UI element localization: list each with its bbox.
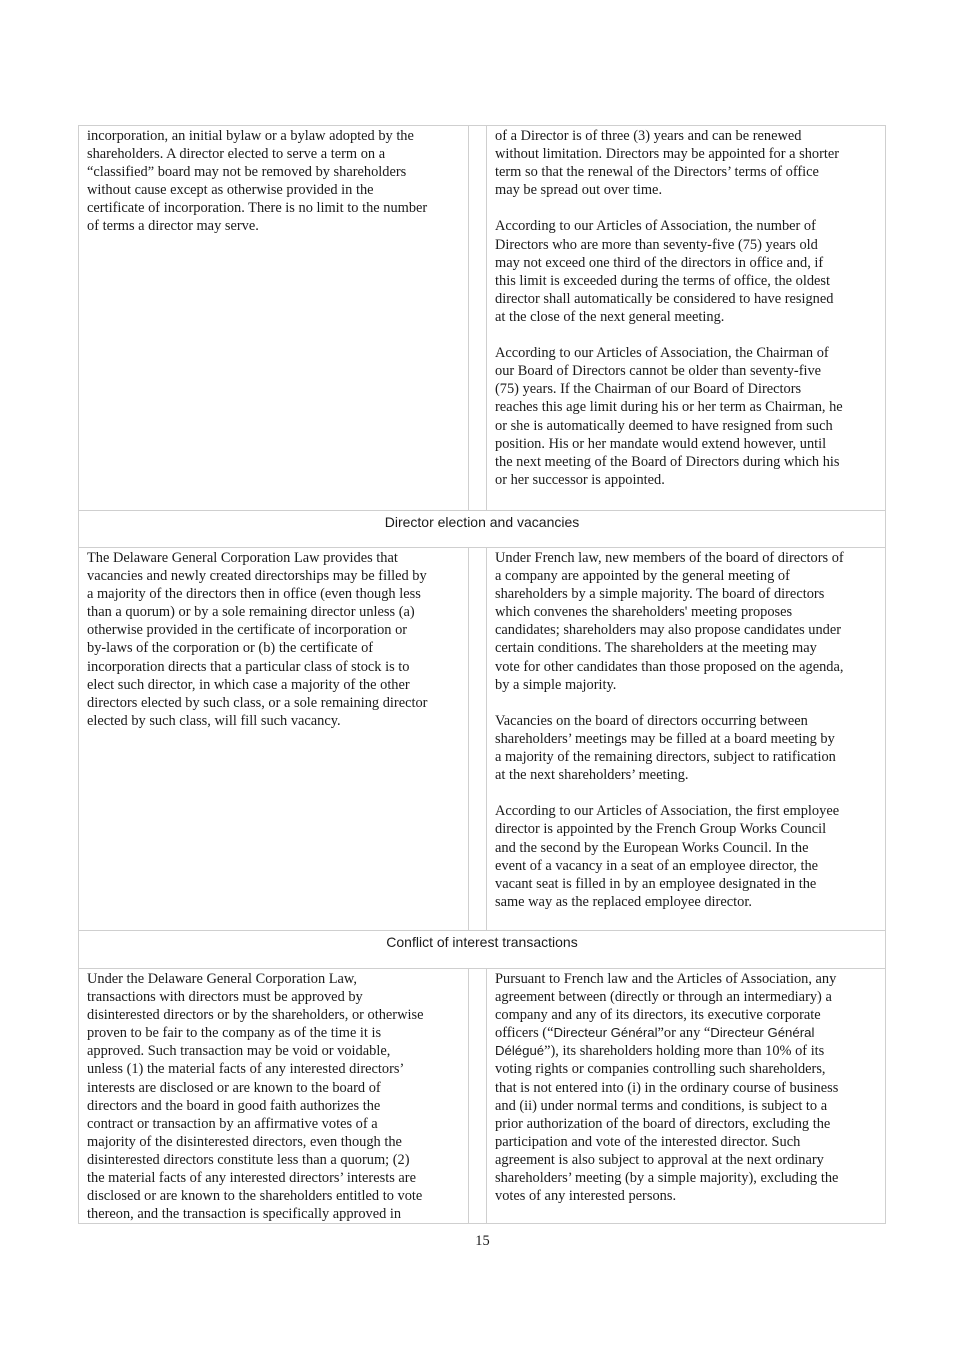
paragraph: of a Director is of three (3) years and can be renewed without limitation. Directors may be appointed for a shorter term so that the renewal of the Directors’ terms of office may be spread out over time. <box>495 128 840 199</box>
comparison-table <box>78 125 886 1224</box>
table-row <box>79 548 885 931</box>
section-heading: Director election and vacancies <box>384 514 580 530</box>
paragraph: incorporation, an initial bylaw or a bylaw adopted by the shareholders. A director elected to serve a term on a “classified” board may not be removed by shareholders without cause except as otherwise provided in the certificate of incorporation. There is no limit to the number of terms a director may serve. <box>87 128 428 235</box>
page-number: 15 <box>475 1233 490 1249</box>
section-heading-row <box>79 931 885 969</box>
paragraph: According to our Articles of Association, the number of Directors who are more than seventy-five (75) years old may not exceed one third of the directors in office and, if this limit is exceeded during the terms of office, the oldest director shall automatically be considered to have resigned at the close of the next general meeting. <box>495 218 834 325</box>
table-row <box>79 969 885 1223</box>
text-run: ”or any “ <box>657 1025 711 1042</box>
paragraph: The Delaware General Corporation Law provides that vacancies and newly created directorships may be filled by a majority of the directors then in office (even though less than a quorum) or by a sole remaining director unless (a) otherwise provided in the certificate of incorporation or by-laws of the corporation or (b) the certificate of incorporation directs that a particular class of stock is to elect such director, in which case a majority of the other directors elected by such class, or a sole remaining director elected by such class, will fill such vacancy. <box>87 550 428 729</box>
paragraph: Vacancies on the board of directors occurring between shareholders’ meetings may be filled at a board meeting by a majority of the remaining directors, subject to ratification at the next shareholders’ meeting. <box>495 712 836 784</box>
paragraph: According to our Articles of Association, the Chairman of our Board of Directors cannot be older than seventy-five (75) years. If the Chairman of our Board of Directors reaches this age limit during his or her term as Chairman, he or she is automatically deemed to have resigned from such position. His or her mandate would extend however, until the next meeting of the Board of Directors during which his or her successor is appointed. <box>495 345 843 488</box>
french-term: Directeur Général <box>553 1025 658 1041</box>
text-run: ”), its shareholders holding more than 10% of its voting rights or companies controlling such shareholders, that is not entered into (i) in the ordinary course of business and (ii) under normal terms and conditions, is subject to a prior authorization of the board of directors, excluding the participation and vote of the interested director. Such agreement is also subject to approval at the next ordinary shareholders’ meeting (by a simple majority), excluding the votes of any interested persons. <box>495 1043 839 1205</box>
delaware-law-cell <box>79 548 469 930</box>
french-law-cell <box>487 548 885 930</box>
column-spacer <box>469 126 487 510</box>
paragraph: According to our Articles of Association, the first employee director is appointed by the French Group Works Council and the second by the European Works Council. In the event of a vacancy in a seat of an employee director, the vacant seat is filled in by an employee designated in the same way as the replaced employee director. <box>495 803 840 910</box>
table-row <box>79 126 885 511</box>
text-run: Pursuant to French law and the Articles of Association, any agreement between (directly or through an intermediary) a company and any of its directors, its executive corporate officers (“ <box>495 971 837 1042</box>
column-spacer <box>469 969 487 1223</box>
french-term: Directeur Général Délégué <box>495 1025 815 1059</box>
delaware-law-cell <box>79 126 469 510</box>
section-heading: Conflict of interest transactions <box>386 934 578 950</box>
delaware-law-cell <box>79 969 469 1223</box>
french-law-cell <box>487 126 885 510</box>
paragraph: Under the Delaware General Corporation Law, transactions with directors must be approved by disinterested directors or by the shareholders, or otherwise proven to be fair to the company as of the time it is approved. Such transaction may be void or voidable, unless (1) the material facts of any interested directors’ interests are disclosed or are known to the board of directors and the board in good faith authorizes the contract or transaction by an affirmative votes of a majority of the disinterested directors, even though the disinterested directors constitute less than a quorum; (2) the material facts of any interested directors’ interests are disclosed or are known to the shareholders entitled to vote thereon, and the transaction is specifically approved in <box>87 971 424 1223</box>
paragraph <box>495 970 879 1205</box>
paragraph: Under French law, new members of the board of directors of a company are appointed by the general meeting of shareholders by a simple majority. The board of directors which convenes the shareholders' meeting proposes candidates; shareholders may also propose candidates under certain conditions. The shareholders at the meeting may vote for other candidates than those proposed on the agenda, by a simple majority. <box>495 550 844 693</box>
column-spacer <box>469 548 487 930</box>
section-heading-row <box>79 511 885 548</box>
french-law-cell <box>487 969 885 1223</box>
